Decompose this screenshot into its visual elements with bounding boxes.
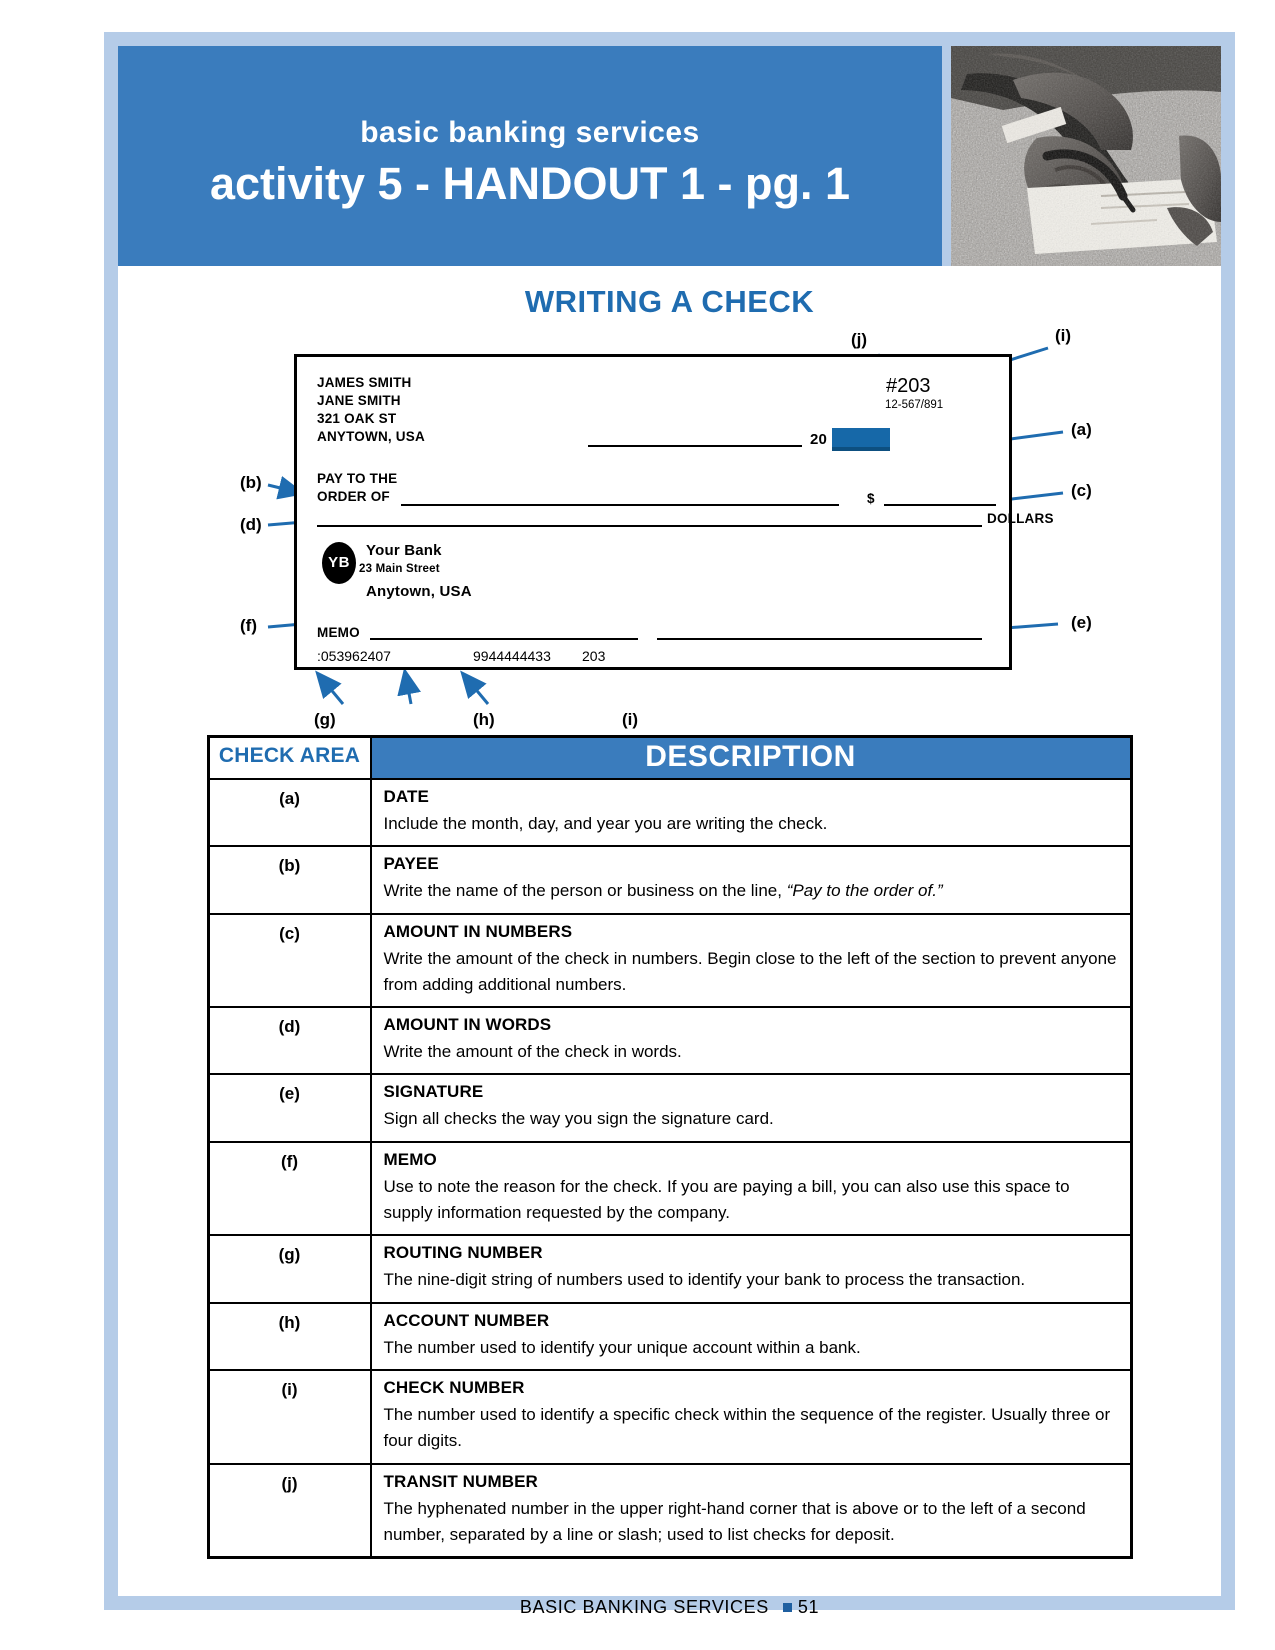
account-number-micr: 9944444433	[473, 648, 551, 664]
callout-i-top: (i)	[1055, 326, 1072, 345]
cell-check-area: (b)	[208, 846, 371, 913]
table-row	[208, 1303, 1131, 1370]
table-row	[208, 1074, 1131, 1141]
description-body: Sign all checks the way you sign the signature card.	[383, 1109, 774, 1129]
table-row	[208, 914, 1131, 1008]
description-term: ROUTING NUMBER	[383, 1243, 543, 1263]
description-body-emphasis: “Pay to the order of.”	[786, 881, 943, 901]
signature-line	[657, 638, 982, 640]
description-term: MEMO	[383, 1149, 437, 1169]
table-row	[208, 1370, 1131, 1464]
dollars-label: DOLLARS	[987, 511, 1054, 526]
cell-description	[371, 1303, 1132, 1370]
description-body: Use to note the reason for the check. If you are paying a bill, you can also use this space to supply information requested by the company.	[383, 1176, 1070, 1223]
cell-check-area: (j)	[208, 1464, 371, 1558]
description-body: The number used to identify a specific check within the sequence of the register. Usually three or four digits.	[383, 1404, 1111, 1451]
routing-number-micr: :053962407	[317, 648, 391, 664]
description-term: PAYEE	[383, 854, 439, 874]
amount-words-line	[317, 525, 982, 527]
check-number: #203	[886, 375, 931, 397]
transit-number: 12-567/891	[885, 399, 944, 411]
table-row	[208, 846, 1131, 913]
payer-name-1: JAMES SMITH	[317, 375, 412, 390]
cell-description	[371, 1074, 1132, 1141]
cell-check-area: (c)	[208, 914, 371, 1008]
description-body: Write the amount of the check in words.	[383, 1042, 682, 1062]
dollar-sign: $	[867, 491, 875, 506]
cell-check-area: (a)	[208, 779, 371, 846]
table-row	[208, 1007, 1131, 1074]
pay-to-the-label: PAY TO THE	[317, 471, 398, 486]
cell-check-area: (i)	[208, 1370, 371, 1464]
bank-city: Anytown, USA	[366, 583, 472, 600]
hands-writing-check-photo	[951, 46, 1221, 266]
cell-description	[371, 1370, 1132, 1464]
bank-name: Your Bank	[366, 542, 442, 559]
date-highlight-box	[832, 428, 890, 451]
cell-description	[371, 1464, 1132, 1558]
callout-b: (b)	[240, 473, 262, 492]
date-line	[588, 445, 802, 447]
memo-label: MEMO	[317, 625, 360, 640]
cell-description	[371, 1142, 1132, 1236]
description-term: SIGNATURE	[383, 1082, 484, 1102]
callout-f: (f)	[240, 616, 257, 635]
page-banner	[118, 46, 1221, 266]
cell-check-area: (d)	[208, 1007, 371, 1074]
table-body	[208, 779, 1131, 1558]
date-century-prefix: 20	[810, 431, 828, 448]
page-title: activity 5 - HANDOUT 1 - pg. 1	[209, 158, 851, 209]
check-area-description-table	[207, 735, 1133, 1559]
description-term: ACCOUNT NUMBER	[383, 1310, 550, 1330]
banner-divider	[942, 46, 951, 266]
payer-name-2: JANE SMITH	[317, 393, 401, 408]
order-of-label: ORDER OF	[317, 489, 390, 504]
table-row	[208, 779, 1131, 846]
description-body: Include the month, day, and year you are writing the check.	[383, 813, 828, 833]
description-body: The hyphenated number in the upper right-hand corner that is above or to the left of a second number, separated by a line or slash; used to list checks for deposit.	[383, 1498, 1086, 1544]
description-term: DATE	[383, 787, 429, 806]
cell-check-area: (g)	[208, 1235, 371, 1302]
footer-title: BASIC BANKING SERVICES	[519, 1597, 769, 1618]
header-check-area: CHECK AREA	[208, 737, 371, 780]
callout-c: (c)	[1071, 481, 1092, 500]
callout-j-top: (j)	[851, 330, 868, 349]
cell-check-area: (h)	[208, 1303, 371, 1370]
description-term: TRANSIT NUMBER	[383, 1471, 538, 1491]
bank-logo	[322, 542, 356, 584]
check-diagram	[118, 320, 1221, 735]
page-footer	[118, 1597, 1221, 1618]
callout-e: (e)	[1071, 613, 1092, 632]
footer-square-icon	[783, 1603, 792, 1612]
callout-h: (h)	[473, 710, 495, 729]
bank-logo-text: YB	[328, 554, 350, 571]
cell-description	[371, 914, 1132, 1008]
table-row	[208, 1142, 1131, 1236]
bank-street: 23 Main Street	[359, 563, 440, 575]
table-row	[208, 1235, 1131, 1302]
description-body: Write the amount of the check in numbers. Begin close to the left of the section to prevent anyone from adding additional numbers.	[383, 948, 1117, 994]
check-number-micr: 203	[582, 648, 606, 664]
callout-g: (g)	[314, 710, 336, 729]
callout-a: (a)	[1071, 420, 1092, 439]
memo-line	[370, 638, 638, 640]
description-body-text: Write the name of the person or business on the line,	[383, 881, 787, 901]
footer-page-number: 51	[797, 1597, 820, 1618]
check-illustration	[294, 354, 1054, 670]
description-body	[384, 878, 1120, 904]
description-body: The number used to identify your unique account within a bank.	[383, 1337, 861, 1357]
cell-check-area: (e)	[208, 1074, 371, 1141]
header-description: DESCRIPTION	[371, 737, 1132, 780]
description-term: AMOUNT IN WORDS	[383, 1015, 552, 1035]
banner-subtitle: basic banking services	[360, 116, 700, 149]
table-row	[208, 1464, 1131, 1558]
payee-line	[401, 504, 839, 506]
table-header-row	[208, 737, 1131, 780]
amount-numbers-line	[884, 504, 996, 506]
callout-d: (d)	[240, 515, 262, 534]
banner-title-block	[118, 46, 942, 266]
payer-address: 321 OAK ST	[317, 411, 397, 426]
callout-i-bottom: (i)	[622, 710, 639, 729]
page-content	[118, 266, 1221, 1618]
description-body: The nine-digit string of numbers used to identify your bank to process the transaction.	[383, 1270, 1026, 1290]
cell-description	[371, 1007, 1132, 1074]
section-heading: WRITING A CHECK	[524, 284, 815, 319]
cell-description	[371, 846, 1132, 913]
payer-city: ANYTOWN, USA	[317, 429, 425, 444]
handout-page	[104, 32, 1235, 1618]
description-term: AMOUNT IN NUMBERS	[383, 921, 573, 941]
cell-check-area: (f)	[208, 1142, 371, 1236]
description-term: CHECK NUMBER	[383, 1377, 525, 1397]
cell-description	[371, 1235, 1132, 1302]
cell-description	[371, 779, 1132, 846]
photo-illustration	[951, 46, 1221, 266]
